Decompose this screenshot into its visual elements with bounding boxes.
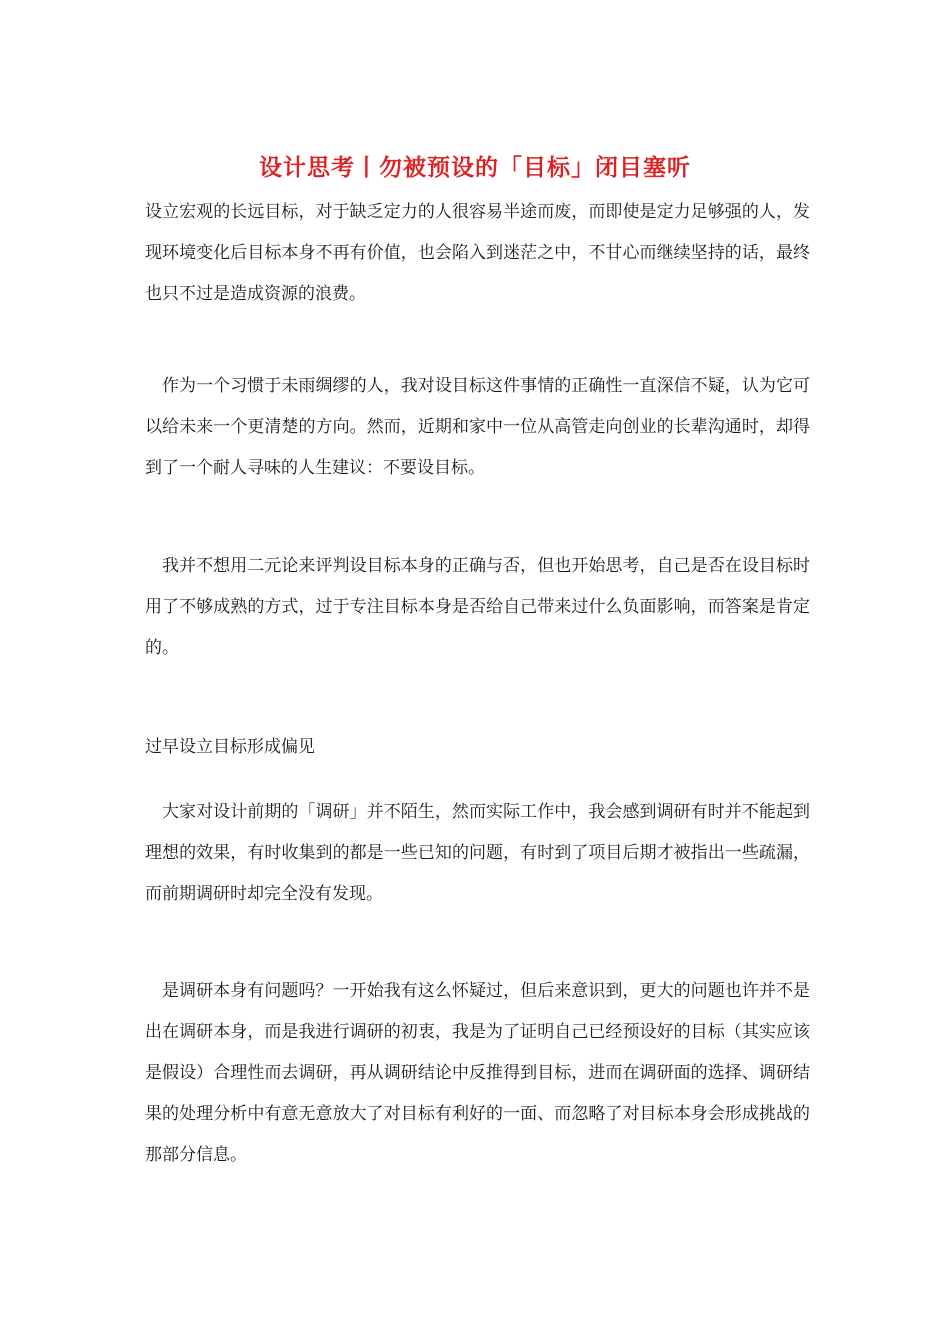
paragraph-research-problem: 是调研本身有问题吗？一开始我有这么怀疑过，但后来意识到，更大的问题也许并不是出在调研本身，而是我进行调研的初衷，我是为了证明自己已经预设好的目标（其实应该是假设）合理性而去调研，再从调研结论中反推得到目标，进而在调研面的选择、调研结果的处理分析中有意无意放大了对目标有利好的一面、而忽略了对目标本身会形成挑战的那部分信息。 [145,981,810,1165]
paragraph-habit: 作为一个习惯于未雨绸缪的人，我对设目标这件事情的正确性一直深信不疑，认为它可以给未来一个更清楚的方向。然而，近期和家中一位从高管走向创业的长辈沟通时，却得到了一个耐人寻味的人生建议：不要设目标。 [145,376,810,478]
paragraph-intro: 设立宏观的长远目标，对于缺乏定力的人很容易半途而废，而即使是定力足够强的人，发现环境变化后目标本身不再有价值，也会陷入到迷茫之中，不甘心而继续坚持的话，最终也只不过是造成资源的浪费。 [145,202,810,304]
paragraph-research: 大家对设计前期的「调研」并不陌生，然而实际工作中，我会感到调研有时并不能起到理想的效果，有时收集到的都是一些已知的问题，有时到了项目后期才被指出一些疏漏，而前期调研时却完全没有发现。 [145,802,810,904]
document-title: 设计思考丨勿被预设的「目标」闭目塞听 [259,154,691,181]
paragraph-reflection: 我并不想用二元论来评判设目标本身的正确与否，但也开始思考，自己是否在设目标时用了不够成熟的方式，过于专注目标本身是否给自己带来过什么负面影响，而答案是肯定的。 [145,556,810,658]
section-heading: 过早设立目标形成偏见 [145,737,315,757]
